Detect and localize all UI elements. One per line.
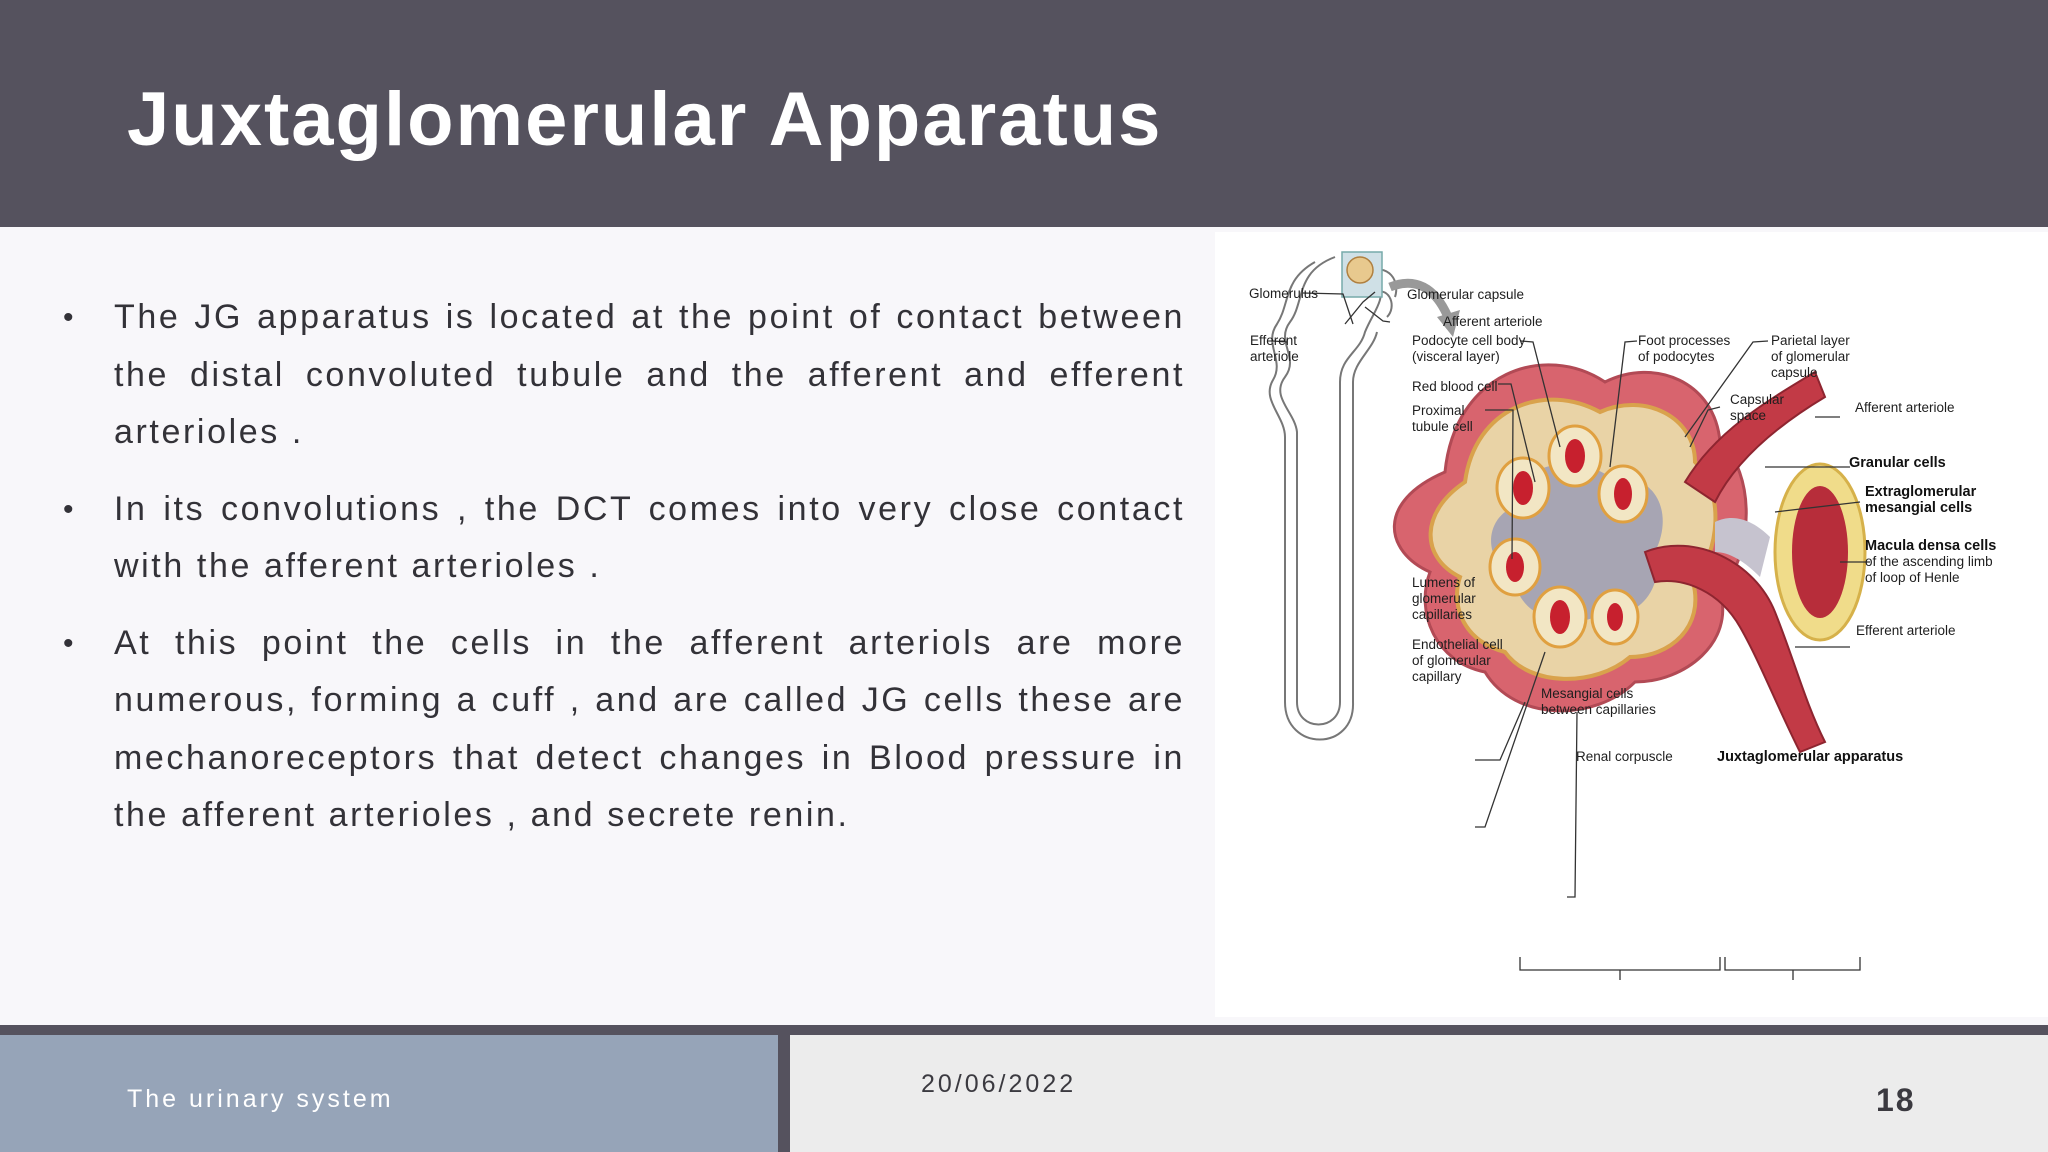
- anatomy-figure: [1215, 232, 2048, 1017]
- footer-date: 20/06/2022: [921, 1070, 1077, 1098]
- label-efferent-arteriole-left-1: Efferent: [1250, 333, 1298, 348]
- nephron-illustration: [1270, 257, 1397, 740]
- label-parietal-3: capsule: [1771, 365, 1818, 380]
- label-extraglomerular-2: mesangial cells: [1865, 500, 1973, 516]
- bullet-marker: •: [63, 301, 77, 334]
- label-lumens-3: capillaries: [1412, 607, 1473, 622]
- label-lumens-1: Lumens of: [1412, 575, 1476, 590]
- footer-section-label: The urinary system: [127, 1085, 394, 1113]
- label-capsular-space-2: space: [1730, 408, 1767, 423]
- page-number: 18: [1876, 1082, 1916, 1118]
- label-parietal-1: Parietal layer: [1771, 333, 1850, 348]
- bullet-text: In its convolutions , the DCT comes into very close contact with the afferent arterioles .: [114, 489, 1185, 585]
- label-efferent-arteriole-left-2: arteriole: [1250, 349, 1299, 364]
- glomerulus-mini: [1347, 257, 1373, 283]
- label-glomerulus: Glomerulus: [1249, 286, 1319, 301]
- label-proximal-1: Proximal: [1412, 403, 1465, 418]
- bullet-item: [63, 481, 1185, 596]
- label-afferent-arteriole-top: Afferent arteriole: [1443, 314, 1543, 329]
- label-podocyte-2: (visceral layer): [1412, 349, 1500, 364]
- label-afferent-arteriole-right: Afferent arteriole: [1855, 400, 1955, 415]
- label-foot-processes-1: Foot processes: [1638, 333, 1731, 348]
- bullet-marker: •: [63, 626, 77, 660]
- label-macula-densa-1: Macula densa cells: [1865, 538, 1997, 554]
- slide-title: Juxtaglomerular Apparatus: [127, 77, 1163, 162]
- label-extraglomerular-1: Extraglomerular: [1865, 484, 1977, 500]
- label-glomerular-capsule: Glomerular capsule: [1407, 287, 1525, 302]
- bullet-marker: •: [63, 492, 77, 526]
- label-parietal-2: of glomerular: [1771, 349, 1850, 364]
- footer-divider: [0, 1025, 2048, 1035]
- jg-apparatus-diagram: [1215, 232, 2048, 1017]
- bullet-text: At this point the cells in the afferent arteriols are more numerous, forming a cuff , and are called JG cells these are mechanoreceptors that detect changes in Blood pressure in the afferent arterioles , and secrete renin.: [114, 623, 1185, 834]
- bullet-text: The JG apparatus is located at the point of contact between the distal convoluted tubule and the afferent and efferent arterioles .: [114, 298, 1185, 451]
- label-endothelial-1: Endothelial cell: [1412, 637, 1503, 652]
- label-red-blood-cell: Red blood cell: [1412, 379, 1498, 394]
- title-bar: [0, 0, 2048, 227]
- footer-separator: [778, 1035, 790, 1152]
- label-granular-cells: Granular cells: [1849, 455, 1946, 471]
- label-capsular-space-1: Capsular: [1730, 392, 1785, 407]
- label-lumens-2: glomerular: [1412, 591, 1476, 606]
- bullet-list: [63, 289, 1185, 864]
- label-jg-apparatus: Juxtaglomerular apparatus: [1717, 749, 1904, 765]
- content-area: [0, 227, 1215, 1027]
- label-podocyte-1: Podocyte cell body: [1412, 333, 1526, 348]
- bullet-item: [63, 289, 1185, 462]
- label-proximal-2: tubule cell: [1412, 419, 1473, 434]
- label-mesangial-2: between capillaries: [1541, 702, 1656, 717]
- label-mesangial-1: Mesangial cells: [1541, 686, 1634, 701]
- label-foot-processes-2: of podocytes: [1638, 349, 1715, 364]
- label-endothelial-2: of glomerular: [1412, 653, 1491, 668]
- label-macula-densa-2: of the ascending limb: [1865, 554, 1993, 569]
- label-macula-densa-3: of loop of Henle: [1865, 570, 1960, 585]
- label-endothelial-3: capillary: [1412, 669, 1462, 684]
- label-renal-corpuscle: Renal corpuscle: [1576, 749, 1673, 764]
- bullet-item: [63, 615, 1185, 845]
- label-efferent-arteriole-right: Efferent arteriole: [1856, 623, 1956, 638]
